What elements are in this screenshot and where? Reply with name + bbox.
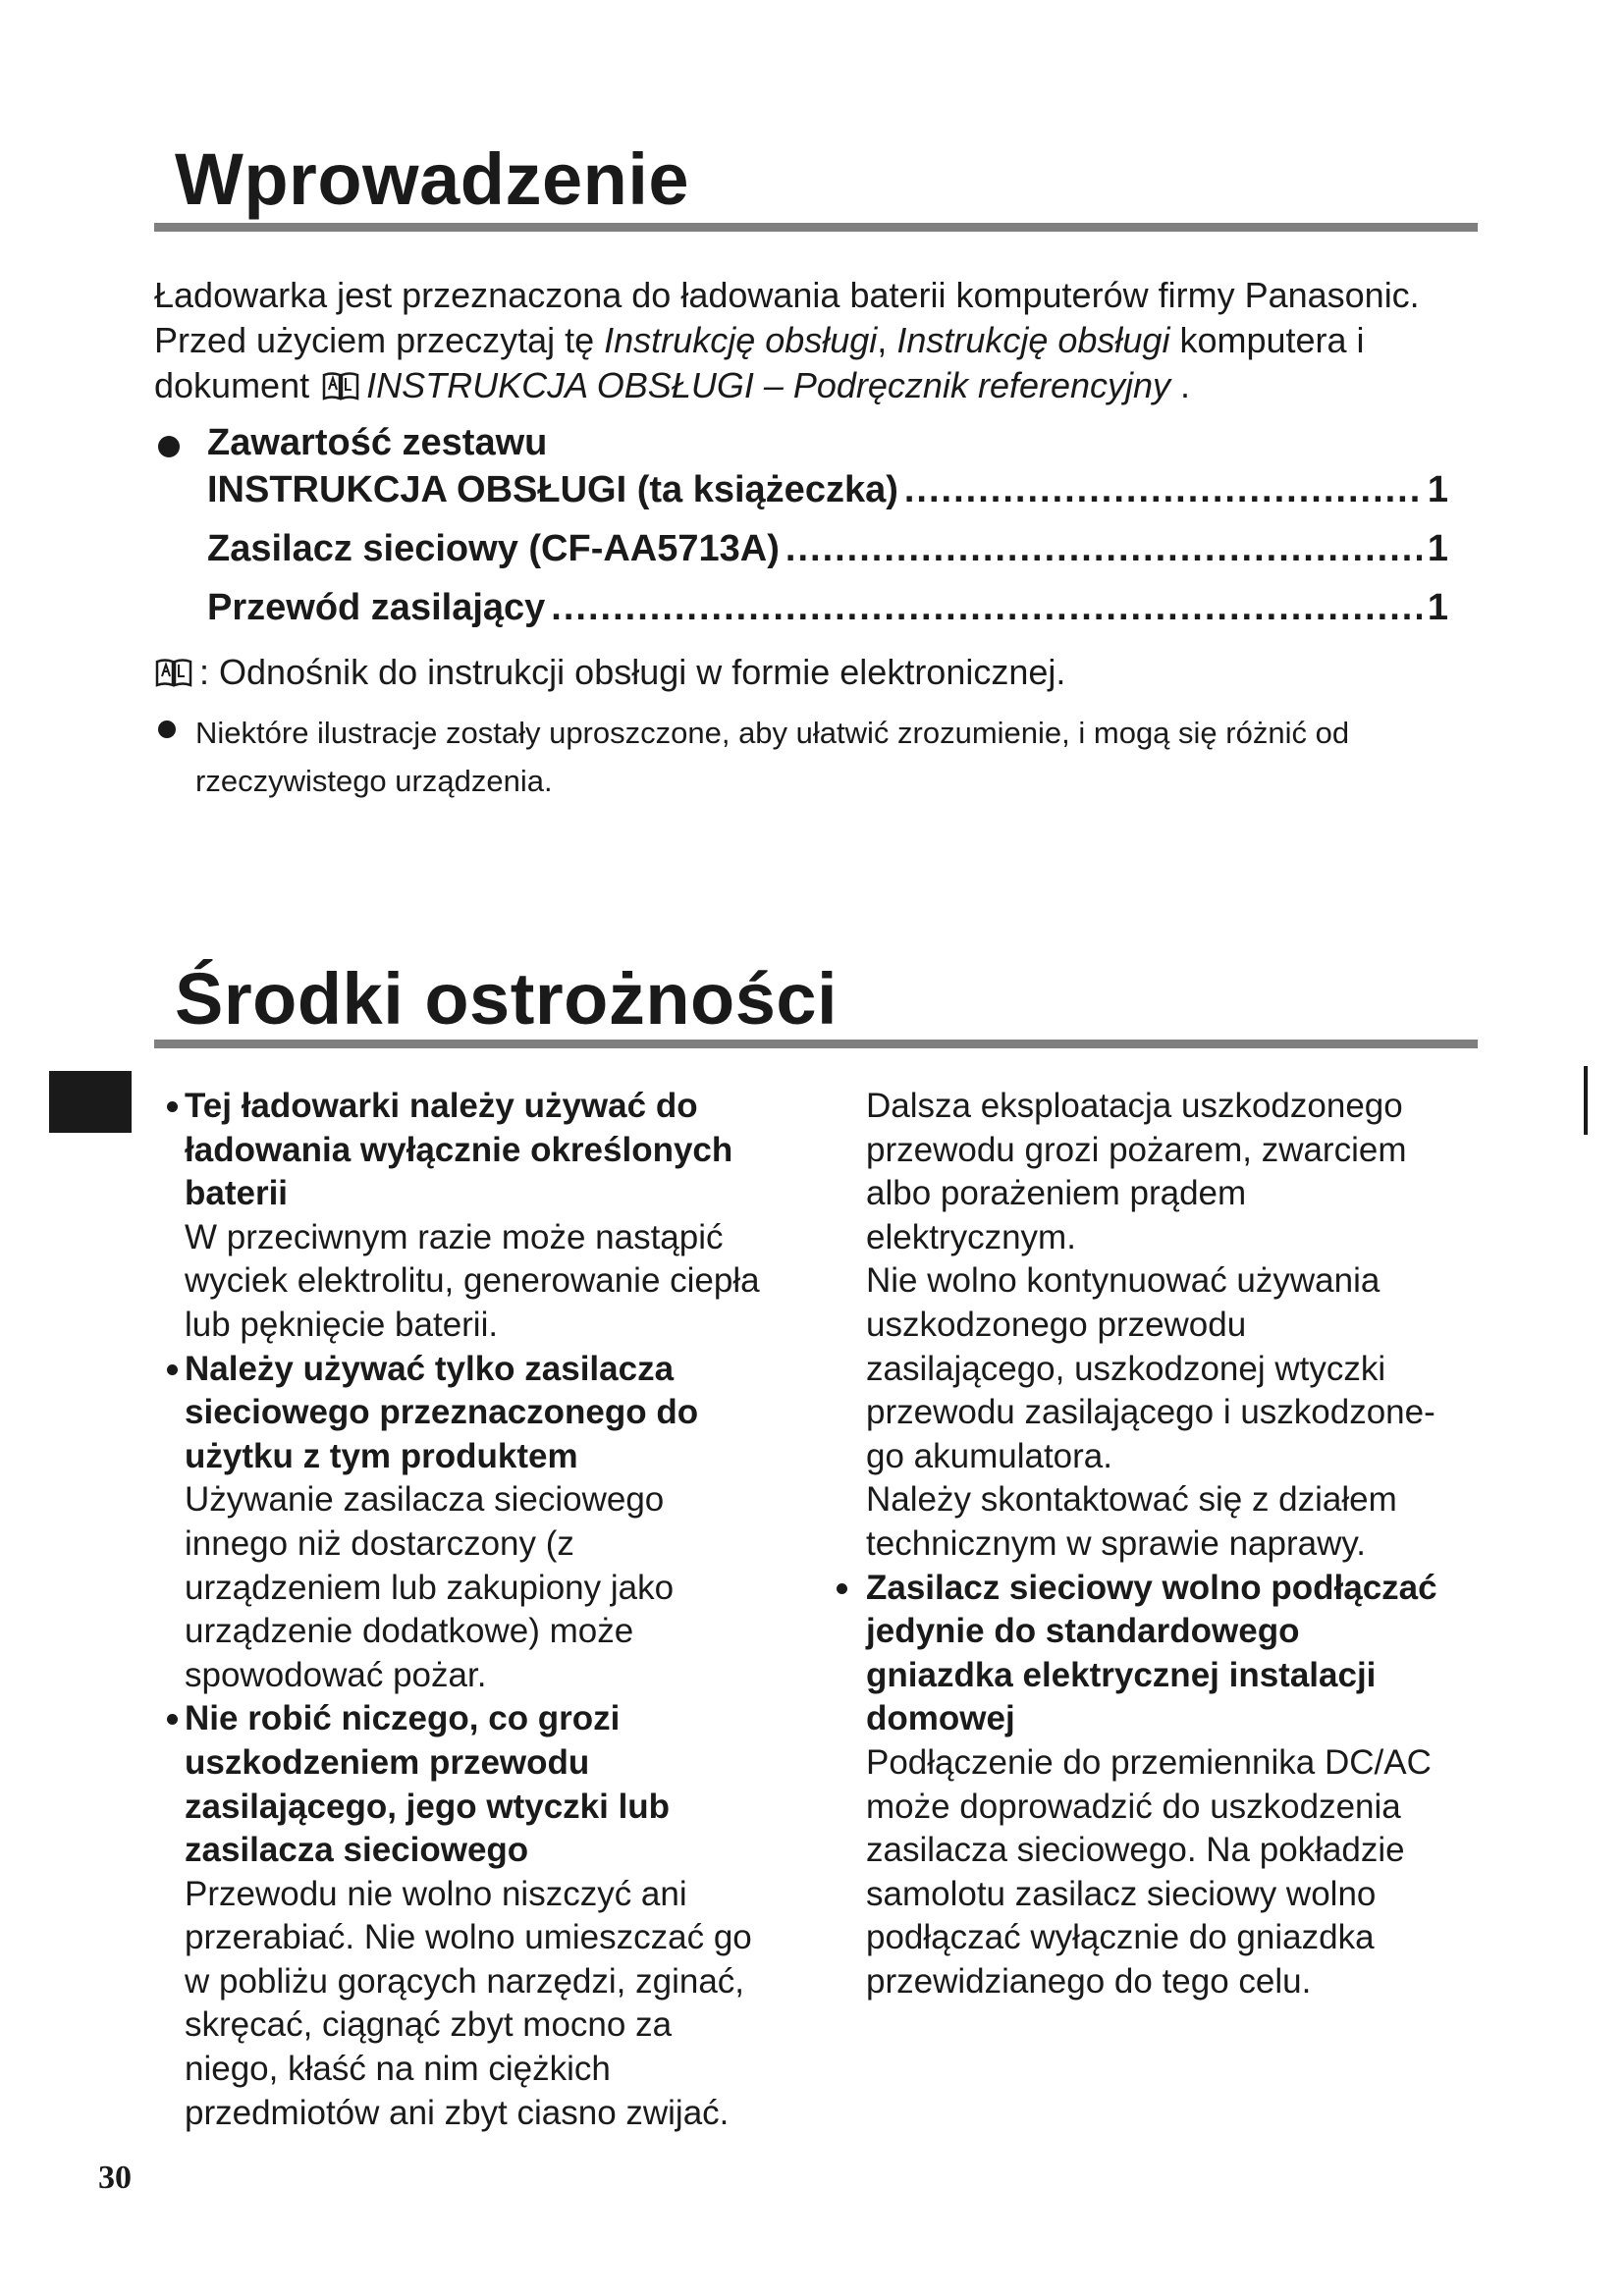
contents-item-qty: 1 xyxy=(1427,469,1448,510)
bullet-icon xyxy=(167,1364,178,1375)
precaution-body: W przeciwnym razie może nastąpić wyciek elektrolitu, generowanie ciepła lub pęknięcie baterii. xyxy=(185,1217,760,1344)
intro-line: Ładowarka jest przeznaczona do ładowania baterii komputerów firmy Panasonic. xyxy=(154,275,1420,315)
contents-item-qty: 1 xyxy=(1427,587,1448,628)
leader-dots xyxy=(904,469,1422,511)
precaution-heading: Tej ładowarki należy używać do ładowania wyłącznie określonych baterii xyxy=(185,1087,733,1213)
section-title-introduction: Wprowadzenie xyxy=(175,138,690,220)
contents-item-qty: 1 xyxy=(1427,528,1448,569)
precaution-heading: Zasilacz sieciowy wolno podłączać jedynie do standardowego gniazdka elektrycznej instalacji domowej xyxy=(866,1568,1437,1738)
title-rule xyxy=(154,223,1478,232)
illustration-note: Niektóre ilustracje zostały uproszczone, aby ułatwić zrozumienie, i mogą się różnić od rzeczywistego urządzenia. xyxy=(195,716,1350,798)
intro-line: dokument INSTRUKCJA OBSŁUGI – Podręcznik referencyjny . xyxy=(154,365,1191,405)
leader-dots xyxy=(785,528,1422,570)
precaution-item xyxy=(866,1567,1494,2004)
page-number: 30 xyxy=(98,2160,132,2196)
precaution-body: Używanie zasilacza sieciowego innego niż dostarczony (z urządzeniem lub zakupiony jako urządzenie dodatkowe) może spowodować pożar. xyxy=(185,1480,675,1694)
contents-row xyxy=(207,587,1448,629)
left-column xyxy=(185,1085,813,2135)
bullet-icon xyxy=(837,1583,847,1594)
bullet-icon xyxy=(167,1714,178,1725)
bullet-icon xyxy=(158,721,176,738)
precaution-body: Przewodu nie wolno niszczyć ani przerabiać. Nie wolno umieszczać go w pobliżu gorących narzędzi, zginać, skręcać, ciągnąć zbyt mocno za niego, kłaść na nim ciężkich przedmiotów ani zbyt ciasno zwijać. xyxy=(185,1874,752,2132)
precaution-item xyxy=(185,1085,813,1348)
precaution-heading: Nie robić niczego, co grozi uszkodzeniem przewodu zasilającego, jego wtyczki lub zasilacza sieciowego xyxy=(185,1699,671,1870)
leader-dots xyxy=(551,587,1422,629)
precaution-heading: Należy używać tylko zasilacza sieciowego przeznaczonego do użytku z tym produktem xyxy=(185,1349,699,1475)
precaution-body-continued: Dalsza eksploatacja uszkodzonego przewodu grozi pożarem, zwarciem albo porażeniem prądem elektrycznym. Nie wolno kontynuować używania uszkodzonego przewodu zasilającego, uszkodzonej wtyczki przewodu zasilającego i uszkodzone- go akumulatora. Należy skontaktować się z działem technicznym w sprawie naprawy. xyxy=(866,1087,1435,1563)
bullet-icon xyxy=(167,1101,178,1112)
contents-item-name: Zasilacz sieciowy (CF-AA5713A) xyxy=(207,528,780,569)
precaution-body: Podłączenie do przemiennika DC/AC może doprowadzić do uszkodzenia zasilacza sieciowego. Na pokładzie samolotu zasilacz sieciowy wolno podłączać wyłącznie do gniazdka przewidzianego do tego celu. xyxy=(866,1742,1432,2001)
manual-book-icon xyxy=(321,368,360,403)
title-rule xyxy=(154,1040,1478,1048)
section-title-precautions: Środki ostrożności xyxy=(175,958,839,1040)
right-column xyxy=(866,1085,1494,2003)
language-tab-marker xyxy=(49,1071,132,1133)
precaution-item xyxy=(185,1348,813,1698)
contents-item-name: INSTRUKCJA OBSŁUGI (ta książeczka) xyxy=(207,469,898,510)
intro-line: Przed użyciem przeczytaj tę Instrukcję obsługi, Instrukcję obsługi komputera i xyxy=(154,320,1365,360)
contents-row xyxy=(207,528,1448,570)
intro-paragraph xyxy=(154,273,1489,408)
book-icon-note xyxy=(154,652,1065,693)
contents-item-name: Przewód zasilający xyxy=(207,587,546,628)
precaution-item xyxy=(185,1697,813,2135)
margin-bar xyxy=(1584,1066,1588,1135)
book-note-text: : Odnośnik do instrukcji obsługi w formie elektronicznej. xyxy=(199,652,1066,692)
manual-book-icon xyxy=(154,655,193,690)
contents-row xyxy=(207,469,1448,511)
contents-heading: Zawartość zestawu xyxy=(207,422,548,463)
bullet-icon xyxy=(158,436,180,457)
